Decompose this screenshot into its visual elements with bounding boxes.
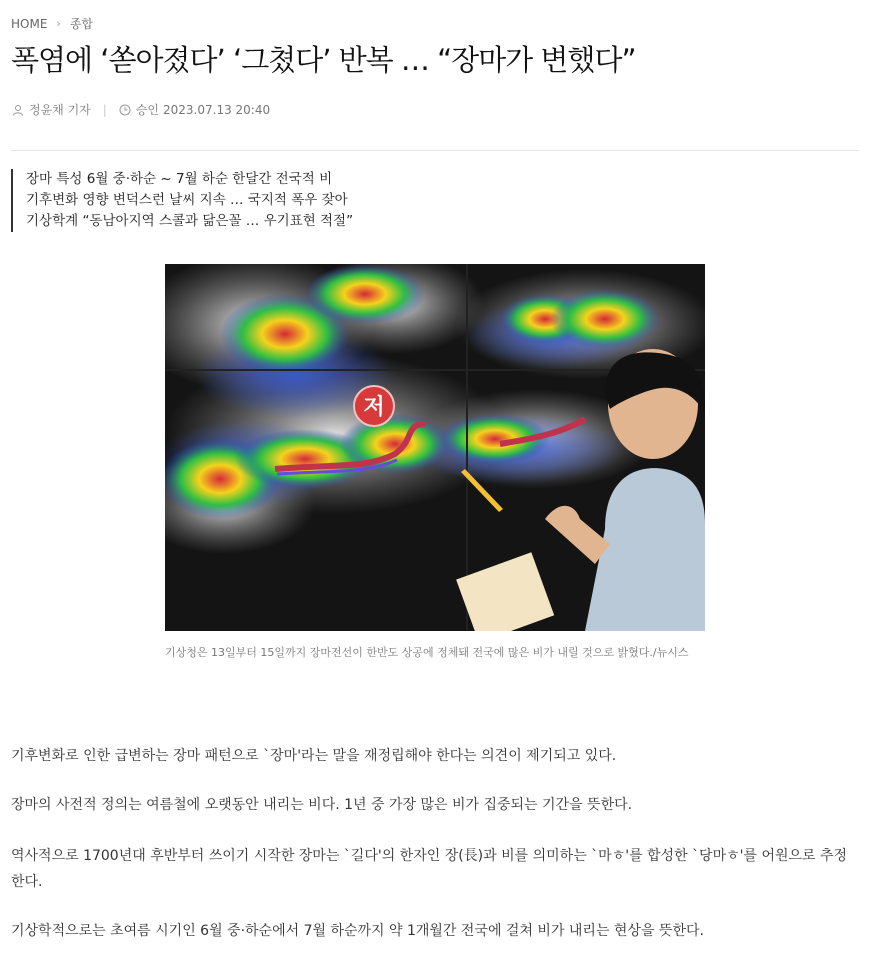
meta-divider: |	[102, 102, 107, 117]
article-title: 폭염에 ‘쏟아졌다’ ‘그쳤다’ 반복 … “장마가 변했다”	[11, 43, 636, 77]
article-paragraph: 기상학적으로는 초여름 시기인 6월 중·하순에서 7월 하순까지 약 1개월간 전국에 걸쳐 비가 내리는 현상을 뜻한다.	[11, 923, 704, 939]
approved-label: 승인	[135, 103, 160, 117]
article-paragraph: 역사적으로 1700년대 후반부터 쓰이기 시작한 장마는 `길다'의 한자인 장(長)과 비를 의미하는 `마ㅎ'를 합성한 `당마ㅎ'를 어원으로 추정한다.	[11, 848, 848, 890]
article-paragraph: 장마의 사전적 정의는 여름철에 오랫동안 내리는 비다. 1년 중 가장 많은 비가 집중되는 기간을 뜻한다.	[11, 797, 633, 813]
article-meta	[12, 101, 270, 118]
author-name: 정윤채 기자	[29, 103, 91, 117]
clock-icon	[119, 104, 131, 116]
published-date: 2023.07.13 20:40	[163, 102, 271, 117]
photo-caption: 기상청은 13일부터 15일까지 장마전선이 한반도 상공에 정체돼 전국에 많은 비가 내릴 것으로 밝혔다./뉴시스	[165, 646, 689, 659]
user-icon	[12, 104, 24, 116]
subtitle-block	[11, 169, 353, 232]
subtitle-line: 기후변화 영향 변덕스런 날씨 지속 … 국지적 폭우 잦아	[26, 192, 348, 208]
low-pressure-label: 저	[363, 395, 385, 420]
header-divider	[11, 150, 859, 151]
article-paragraph: 기후변화로 인한 급변하는 장마 패턴으로 `장마'라는 말을 재정립해야 한다는 의견이 제기되고 있다.	[11, 748, 617, 764]
weather-satellite-photo	[165, 264, 705, 631]
breadcrumb	[11, 15, 93, 32]
breadcrumb-section-link[interactable]: 종합	[69, 17, 93, 31]
chevron-right-icon: ›	[56, 17, 61, 30]
article-photo[interactable]	[165, 264, 705, 631]
subtitle-line: 기상학계 “동남아지역 스콜과 닮은꼴 … 우기표현 적절”	[26, 213, 354, 229]
subtitle-line: 장마 특성 6월 중·하순 ~ 7월 하순 한달간 전국적 비	[26, 171, 333, 187]
breadcrumb-home-link[interactable]: HOME	[11, 16, 48, 31]
